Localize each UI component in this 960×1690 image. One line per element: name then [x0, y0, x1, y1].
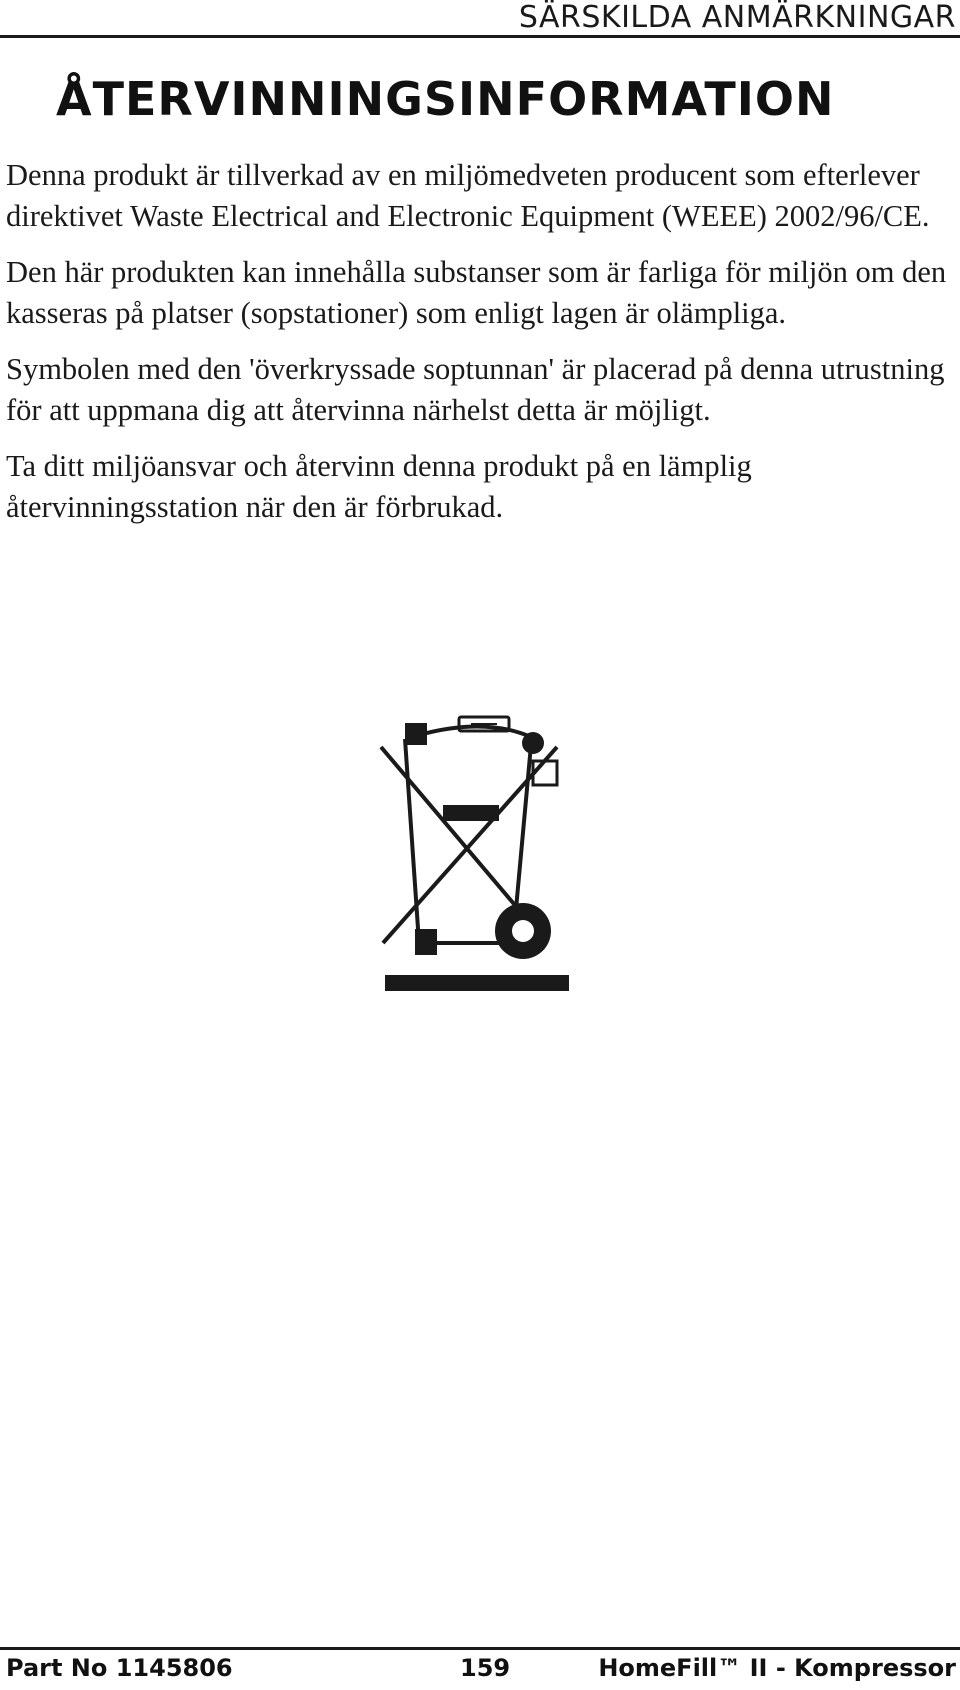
header-divider: [0, 35, 960, 38]
product-name: HomeFill™ II - Kompressor: [598, 1654, 956, 1682]
body-text: [6, 155, 954, 543]
page-number: 159: [460, 1654, 511, 1682]
page-heading: ÅTERVINNINGSINFORMATION: [56, 72, 835, 126]
page-footer: [0, 1654, 960, 1686]
part-number: Part No 1145806: [6, 1654, 233, 1682]
crossed-out-wheelie-bin-icon: [375, 715, 575, 1005]
paragraph: Symbolen med den 'överkryssade soptunnan' är placerad på denna utrustning för att uppmana dig att återvinna närhelst detta är möjligt.: [6, 352, 945, 427]
footer-divider: [0, 1647, 960, 1650]
paragraph: Ta ditt miljöansvar och återvinn denna produkt på en lämplig återvinningsstation när den är förbrukad.: [6, 449, 752, 524]
paragraph: Den här produkten kan innehålla substanser som är farliga för miljön om den kasseras på platser (sopstationer) som enligt lagen är olämpliga.: [6, 255, 947, 330]
section-title: SÄRSKILDA ANMÄRKNINGAR: [518, 0, 956, 35]
paragraph: Denna produkt är tillverkad av en miljömedveten producent som efterlever direktivet Waste Electrical and Electronic Equipment (WEEE) 2002/96/CE.: [6, 158, 930, 233]
